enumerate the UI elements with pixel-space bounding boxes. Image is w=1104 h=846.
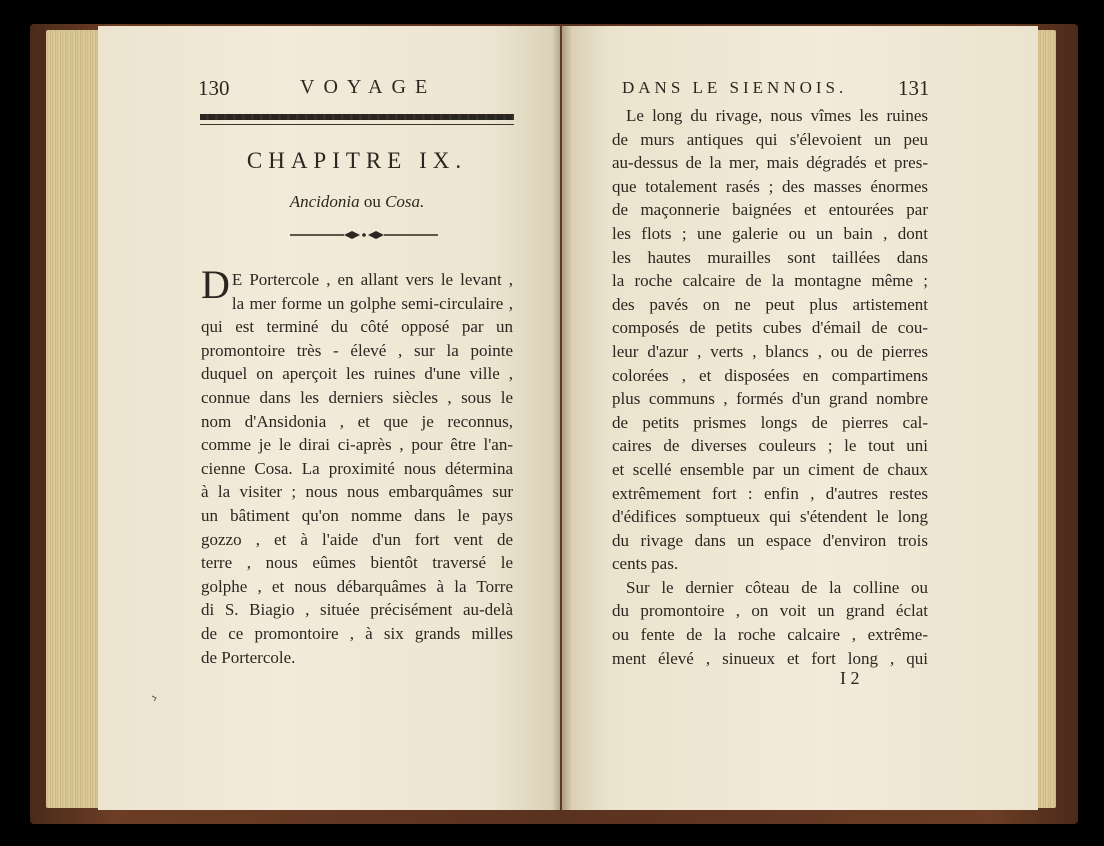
text-line: la mer forme un golphe semi-circulaire , xyxy=(231,293,513,313)
left-page-edges xyxy=(46,30,106,808)
text-line: de ce promontoire , à six grands milles xyxy=(201,623,513,643)
text-line: qui est terminé du côté opposé par un xyxy=(201,317,513,337)
text-line: ou fente de la roche calcaire , extrême- xyxy=(612,625,928,645)
text-line: colorées , et disposées en compartimens xyxy=(612,365,928,385)
text-line: golphe , et nous débarquâmes à la Torre xyxy=(201,576,513,596)
text-line: promontoire très - élevé , sur la pointe xyxy=(201,340,513,360)
text-line: Le long du rivage, nous vîmes les ruines xyxy=(626,106,928,125)
text-line: du rivage dans un espace d'environ trois xyxy=(612,530,928,550)
text-line: di S. Biagio , située précisément au-delà xyxy=(201,600,513,620)
text-line: les flots ; une galerie ou un bain , dont xyxy=(612,223,928,243)
paper-speck xyxy=(150,690,160,700)
text-line: comme je le dirai ci-après , pour être l'an- xyxy=(201,435,513,455)
text-line: ment élevé , sinueux et fort long , qui xyxy=(612,648,928,668)
text-line: composés de petits cubes d'émail de cou- xyxy=(612,318,928,338)
text-line: terre , nous eûmes bientôt traversé le xyxy=(201,553,513,573)
text-line: extrêmement fort : enfin , d'autres restes xyxy=(612,483,928,503)
text-line: de Portercole. xyxy=(201,647,296,667)
text-line: du promontoire , on voit un grand éclat xyxy=(612,601,928,621)
chapter-title: CHAPITRE IX. xyxy=(246,148,468,173)
text-line: les hautes murailles sont taillées dans xyxy=(612,247,928,267)
chapter-subtitle-conj: ou xyxy=(359,192,386,211)
text-line: caires de diverses couleurs ; le tout uni xyxy=(612,436,928,456)
left-running-head: VOYAGE xyxy=(300,76,437,98)
text-line: à la visiter ; nous nous embarquâmes sur xyxy=(201,482,513,502)
header-rule-thin xyxy=(200,124,514,125)
text-line: d'édifices somptueux qui s'étendent le long xyxy=(612,507,928,527)
right-running-head: DANS LE SIENNOIS. xyxy=(622,78,848,97)
book-gutter xyxy=(552,26,572,810)
right-page-number: 131 xyxy=(898,76,930,100)
chapter-subtitle-part1: Ancidonia xyxy=(289,192,360,211)
text-line: un bâtiment qu'on nomme dans le pays xyxy=(201,505,513,525)
text-line: de maçonnerie baignées et entourées par xyxy=(612,200,928,220)
left-body-text xyxy=(201,262,513,669)
chapter-subtitle-part2: Cosa. xyxy=(385,192,425,211)
text-line: que totalement rasés ; des masses énormes xyxy=(612,176,928,196)
text-line: nom d'Ansidonia , et que je reconnus, xyxy=(201,411,513,431)
left-page-number: 130 xyxy=(198,76,230,100)
text-line: de petits prismes longs de pierres cal- xyxy=(612,412,928,432)
chapter-subtitle xyxy=(200,192,514,212)
text-line: des pavés on ne peut plus artistement xyxy=(612,294,928,314)
text-line: plus communs , formés d'un grand nombre xyxy=(612,389,928,409)
text-line: gozzo , et à l'aide d'un fort vent de xyxy=(201,529,513,549)
text-line: la roche calcaire de la montagne même ; xyxy=(612,271,928,291)
ornament-divider xyxy=(284,228,444,242)
text-line: de murs antiques qui s'élevoient un peu xyxy=(612,129,928,149)
right-body-text xyxy=(612,104,928,670)
text-line: E Portercole , en allant vers le levant , xyxy=(231,270,513,289)
signature-mark: I 2 xyxy=(840,668,860,688)
text-line: et scellé ensemble par un ciment de chaux xyxy=(612,459,928,479)
text-line: duquel on aperçoit les ruines d'une ville , xyxy=(201,364,513,384)
drop-cap: D xyxy=(201,262,230,307)
header-rule-heavy xyxy=(200,114,514,120)
text-line: au-dessus de la mer, mais dégradés et pres- xyxy=(612,153,928,173)
text-line: connue dans les derniers siècles , sous le xyxy=(201,387,513,407)
text-line: cents pas. xyxy=(612,554,679,574)
text-line: leur d'azur , verts , blancs , ou de pierres xyxy=(612,341,928,361)
text-line: cienne Cosa. La proximité nous détermina xyxy=(201,458,513,478)
text-line: Sur le dernier côteau de la colline ou xyxy=(626,577,928,597)
